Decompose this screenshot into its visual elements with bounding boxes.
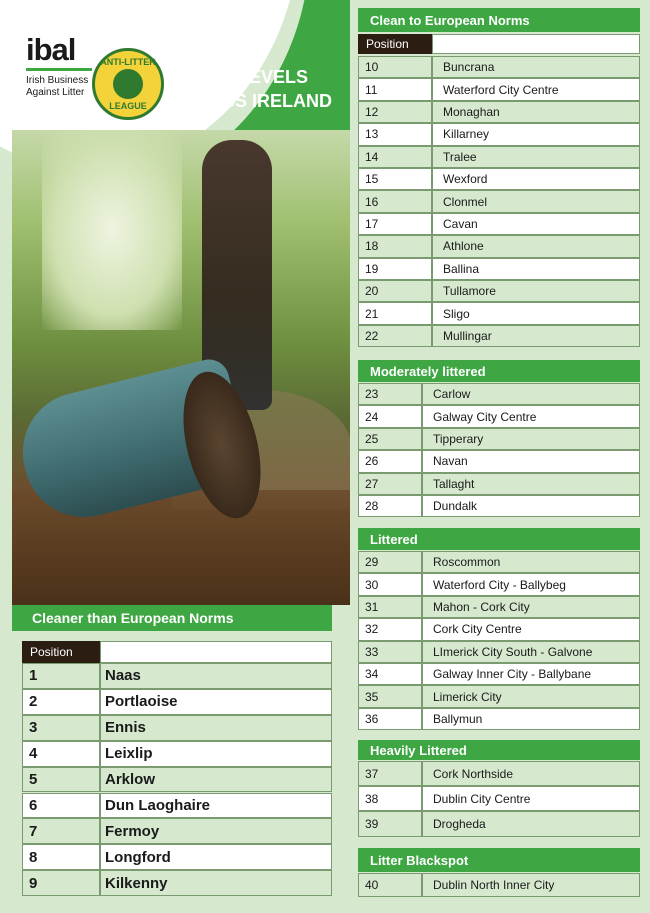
table-row	[358, 786, 640, 811]
litter-photo	[12, 130, 350, 605]
table-row	[358, 56, 640, 78]
position-cell: 6	[22, 793, 100, 819]
position-cell: 34	[358, 663, 422, 685]
town-cell: Cork Northside	[422, 761, 640, 786]
town-cell: Leixlip	[100, 741, 332, 767]
position-cell: 32	[358, 618, 422, 640]
position-cell: 15	[358, 168, 432, 190]
position-cell: 22	[358, 325, 432, 347]
town-cell: Clonmel	[432, 190, 640, 212]
table-row	[358, 641, 640, 663]
town-cell: Dublin City Centre	[422, 786, 640, 811]
town-cell: Carlow	[422, 383, 640, 405]
town-cell: Wexford	[432, 168, 640, 190]
table-row	[358, 873, 640, 897]
position-cell: 26	[358, 450, 422, 472]
table-row	[358, 450, 640, 472]
position-cell: 13	[358, 123, 432, 145]
header-blank	[432, 34, 640, 54]
position-cell: 3	[22, 715, 100, 741]
table-row	[358, 495, 640, 517]
section-title: Littered	[358, 528, 640, 550]
table-row	[358, 708, 640, 730]
town-cell: Arklow	[100, 767, 332, 793]
section-header-row	[358, 34, 640, 54]
badge-bottom-text: LEAGUE	[109, 101, 147, 111]
position-cell: 37	[358, 761, 422, 786]
town-cell: Ballina	[432, 258, 640, 280]
position-cell: 2	[22, 689, 100, 715]
town-cell: Navan	[422, 450, 640, 472]
town-cell: Roscommon	[422, 551, 640, 573]
town-cell: Cavan	[432, 213, 640, 235]
table-row	[358, 551, 640, 573]
table-row	[358, 761, 640, 786]
town-cell: Dun Laoghaire	[100, 793, 332, 819]
position-cell: 24	[358, 405, 422, 427]
section-title: Litter Blackspot	[358, 848, 640, 872]
town-cell: Waterford City - Ballybeg	[422, 573, 640, 595]
left-position-label: Position	[22, 641, 100, 663]
table-row	[358, 325, 640, 347]
position-cell: 29	[358, 551, 422, 573]
left-header-row	[22, 641, 332, 663]
table-row	[358, 663, 640, 685]
photo-sky	[42, 130, 182, 330]
title-line-1: LITTER LEVELS	[170, 67, 309, 87]
town-cell: Sligo	[432, 302, 640, 324]
table-row	[358, 302, 640, 324]
anti-litter-league-badge	[92, 48, 164, 120]
table-row	[358, 146, 640, 168]
town-cell: Monaghan	[432, 101, 640, 123]
table-row	[22, 663, 332, 689]
table-row	[22, 818, 332, 844]
town-cell: Ennis	[100, 715, 332, 741]
position-cell: 19	[358, 258, 432, 280]
table-row	[358, 596, 640, 618]
table-row	[358, 235, 640, 257]
section-title: Moderately littered	[358, 360, 640, 382]
logo-subtitle-2: Against Litter	[26, 86, 85, 98]
table-row	[358, 123, 640, 145]
position-cell: 12	[358, 101, 432, 123]
section-title: Clean to European Norms	[358, 8, 640, 32]
section-title: Heavily Littered	[358, 740, 640, 760]
table-row	[358, 685, 640, 707]
town-cell: Longford	[100, 844, 332, 870]
left-section-title: Cleaner than European Norms	[12, 605, 332, 631]
town-cell: Cork City Centre	[422, 618, 640, 640]
position-cell: 1	[22, 663, 100, 689]
position-cell: 23	[358, 383, 422, 405]
logo-underline	[26, 68, 92, 71]
position-cell: 10	[358, 56, 432, 78]
logo-subtitle-1: Irish Business	[26, 75, 89, 86]
table-row	[22, 689, 332, 715]
table-row	[22, 715, 332, 741]
town-cell: Ballymun	[422, 708, 640, 730]
town-cell: Galway Inner City - Ballybane	[422, 663, 640, 685]
position-cell: 27	[358, 473, 422, 495]
town-cell: Buncrana	[432, 56, 640, 78]
table-row	[22, 793, 332, 819]
position-cell: 5	[22, 767, 100, 793]
table-row	[358, 811, 640, 836]
town-cell: Portlaoise	[100, 689, 332, 715]
town-cell: Tullamore	[432, 280, 640, 302]
town-cell: Drogheda	[422, 811, 640, 836]
position-cell: 39	[358, 811, 422, 836]
position-cell: 28	[358, 495, 422, 517]
table-row	[358, 573, 640, 595]
position-cell: 38	[358, 786, 422, 811]
position-cell: 35	[358, 685, 422, 707]
title-year: 2021	[170, 32, 237, 65]
position-cell: 17	[358, 213, 432, 235]
logo-word: ibal	[26, 32, 76, 67]
position-cell: 30	[358, 573, 422, 595]
table-row	[358, 428, 640, 450]
fist-icon	[113, 69, 143, 99]
position-label: Position	[358, 34, 432, 54]
position-cell: 8	[22, 844, 100, 870]
town-cell: Limerick City	[422, 685, 640, 707]
position-cell: 36	[358, 708, 422, 730]
position-cell: 11	[358, 78, 432, 100]
table-row	[358, 473, 640, 495]
position-cell: 14	[358, 146, 432, 168]
table-row	[22, 741, 332, 767]
position-cell: 18	[358, 235, 432, 257]
town-cell: Athlone	[432, 235, 640, 257]
table-row	[22, 870, 332, 896]
town-cell: Waterford City Centre	[432, 78, 640, 100]
position-cell: 40	[358, 873, 422, 897]
position-cell: 7	[22, 818, 100, 844]
town-cell: Mullingar	[432, 325, 640, 347]
table-row	[358, 280, 640, 302]
town-cell: Tralee	[432, 146, 640, 168]
table-row	[358, 258, 640, 280]
position-cell: 31	[358, 596, 422, 618]
ibal-logo	[26, 34, 98, 98]
town-cell: Killarney	[432, 123, 640, 145]
table-row	[22, 767, 332, 793]
position-cell: 4	[22, 741, 100, 767]
position-cell: 25	[358, 428, 422, 450]
town-cell: Mahon - Cork City	[422, 596, 640, 618]
town-cell: Tallaght	[422, 473, 640, 495]
table-row	[358, 190, 640, 212]
town-cell: Kilkenny	[100, 870, 332, 896]
table-row	[358, 405, 640, 427]
title-line-2: ACROSS IRELAND	[170, 91, 333, 111]
position-cell: 9	[22, 870, 100, 896]
position-cell: 16	[358, 190, 432, 212]
left-header-blank	[100, 641, 332, 663]
town-cell: Dundalk	[422, 495, 640, 517]
badge-top-text: ANTI-LITTER	[100, 57, 156, 67]
table-row	[358, 168, 640, 190]
table-row	[358, 618, 640, 640]
town-cell: Galway City Centre	[422, 405, 640, 427]
town-cell: Fermoy	[100, 818, 332, 844]
table-row	[22, 844, 332, 870]
position-cell: 33	[358, 641, 422, 663]
position-cell: 21	[358, 302, 432, 324]
position-cell: 20	[358, 280, 432, 302]
table-row	[358, 101, 640, 123]
town-cell: LImerick City South - Galvone	[422, 641, 640, 663]
table-row	[358, 78, 640, 100]
table-row	[358, 383, 640, 405]
town-cell: Tipperary	[422, 428, 640, 450]
table-row	[358, 213, 640, 235]
town-cell: Dublin North Inner City	[422, 873, 640, 897]
town-cell: Naas	[100, 663, 332, 689]
